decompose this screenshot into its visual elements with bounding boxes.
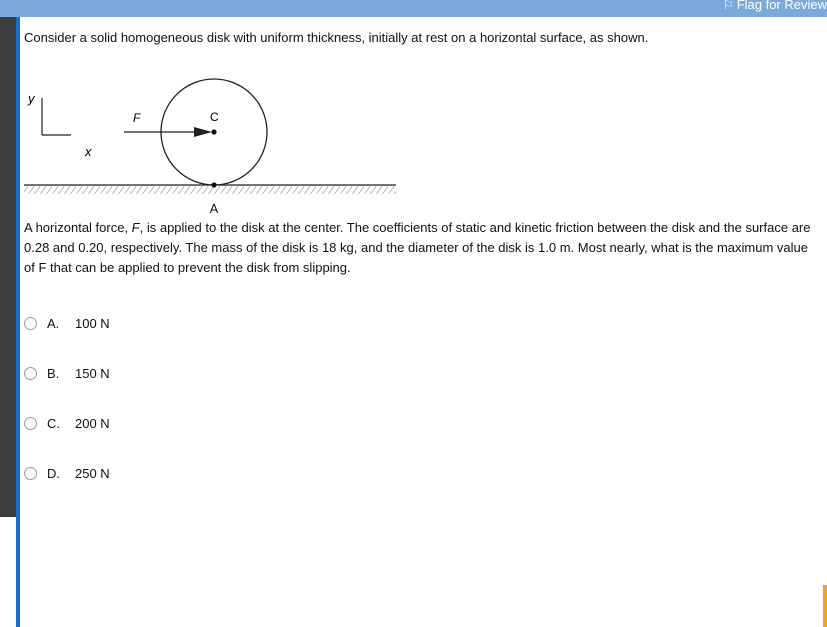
- force-label: F: [133, 111, 141, 125]
- x-axis-label: x: [85, 144, 92, 159]
- answer-choice-d[interactable]: [24, 463, 110, 483]
- answer-choice-c[interactable]: [24, 413, 110, 433]
- choice-text: 250 N: [75, 465, 110, 481]
- y-axis-label: y: [28, 91, 35, 106]
- center-label: C: [210, 110, 219, 124]
- figure-caption: A: [209, 201, 219, 216]
- disk-center-point: [211, 129, 216, 134]
- flag-for-review-button[interactable]: [723, 0, 827, 13]
- radio-button[interactable]: [24, 467, 37, 480]
- choice-text: 100 N: [75, 315, 110, 331]
- flag-for-review-label: Flag for Review: [736, 0, 827, 12]
- answer-choice-a[interactable]: [24, 313, 110, 333]
- top-bar: [0, 0, 827, 17]
- radio-button[interactable]: [24, 417, 37, 430]
- content-accent-stripe: [16, 17, 20, 627]
- disk-figure: [24, 63, 404, 203]
- choice-letter: D.: [47, 465, 60, 481]
- contact-point: [211, 182, 216, 187]
- choice-letter: B.: [47, 365, 60, 381]
- answer-choice-b[interactable]: [24, 363, 110, 383]
- question-panel: [24, 17, 824, 627]
- choice-letter: A.: [47, 315, 60, 331]
- force-arrowhead: [194, 127, 212, 137]
- radio-button[interactable]: [24, 367, 37, 380]
- stem-force-symbol: F: [131, 220, 140, 235]
- question-stem: [24, 218, 814, 278]
- stem-text-part1: A horizontal force,: [24, 220, 132, 235]
- choice-text: 150 N: [75, 365, 110, 381]
- ground-hatching: [24, 186, 396, 194]
- stem-text-part2: , is applied to the disk at the center. The coefficients of static and kinetic friction between the disk and the surface are 0.28 and 0.20, respectively. The mass of the disk is 18 kg, and the diameter of the disk is 1.0 m. Most nearly, what is the maximum value of F that can be applied to prevent the disk from slipping.: [24, 220, 811, 275]
- question-intro: Consider a solid homogeneous disk with uniform thickness, initially at rest on a horizontal surface, as shown.: [24, 30, 649, 45]
- flag-icon: ⚐: [722, 0, 734, 12]
- choice-text: 200 N: [75, 415, 110, 431]
- left-sidebar: [0, 17, 16, 517]
- radio-button[interactable]: [24, 317, 37, 330]
- choice-letter: C.: [47, 415, 60, 431]
